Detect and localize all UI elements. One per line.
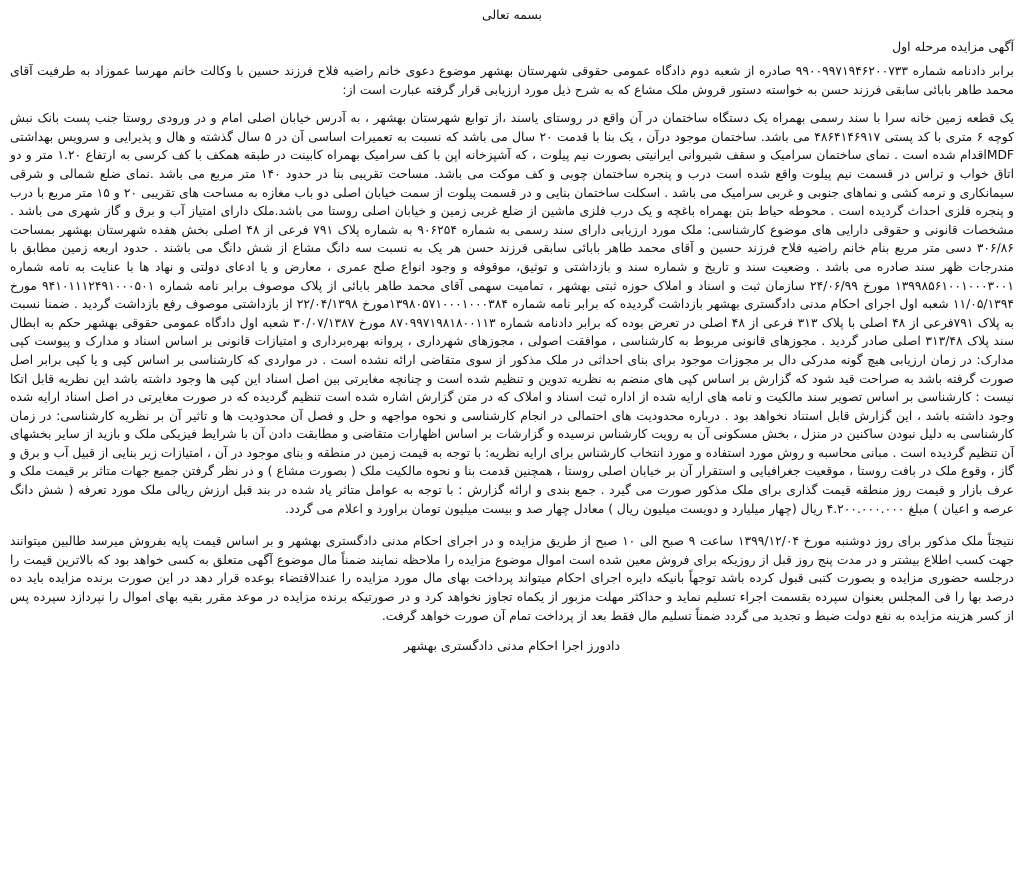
intro-paragraph: برابر دادنامه شماره ۹۹۰۰۹۹۷۱۹۴۶۲۰۰۷۳۳ صادره از شعبه دوم دادگاه عمومی حقوقی شهرستان بهشهر موضوع دعوی خانم راضیه فلاح فرزند حسین با وکالت خانم مهرسا عموزاد به طرفیت آقای محمد طاهر بابائی سابقی فرزند حسن به خواسته دستور فروش ملک مشاع که به شرح ذیل مورد ارزیابی قرار گرفته عبارت است از:: [10, 64, 1014, 97]
notice-title: آگهی مزایده مرحله اول: [892, 39, 1014, 54]
document-heading: بسمه تعالی: [481, 7, 543, 22]
auction-conditions-paragraph: نتیجتاً ملک مذکور برای روز دوشنبه مورخ ۱۳۹۹/۱۲/۰۴ ساعت ۹ صبح الی ۱۰ صبح از طریق مزایده و در اجرای احکام مدنی دادگستری بهشهر و بر اساس قیمت پایه بفروش میرسد طالبین میتوانند جهت کسب اطلاع بیشتر و در مدت پنج روز قبل از روزیکه برای فروش معین شده است اموال موضوع مزایده را ملاحظه نمایند ضمناً مال موضوع آگهی متعلق به کسی خواهد بود که بالاترین قیمت را درجلسه حضوری مزایده و بصورت کتبی قبول کرده باشد توجهاً بانیکه دایره اجرای احکام میتواند پرداخت بهای مال مورد مزایده را عندالاقتضاء بوعده قرار دهد در این صورت برنده مزایده باید ده درصد بها را فی المجلس بعنوان سپرده بقسمت اجراء تسلیم نماید و حداکثر مهلت مزبور از یکماه تجاوز نخواهد کرد و در صورتیکه برنده مزایده در موعد مقرر بقیه بهای اموال را نپردازد سپرده پس از کسر هزینه مزایده به نفع دولت ضبط و تجدید می گردد ضمناً تسلیم مال فقط بعد از پرداخت تمام آن صورت خواهد گرفت.: [10, 534, 1014, 623]
signature-line: دادورز اجرا احکام مدنی دادگستری بهشهر: [403, 638, 621, 654]
property-description-paragraph: یک قطعه زمین خانه سرا با سند رسمی بهمراه یک دستگاه ساختمان در آن واقع در روستای یاسند ،از توابع شهرستان بهشهر ، به آدرس خیابان اصلی امام و در ورودی روستا جنب پست بانک نبش کوچه ۶ متری با کد پستی ۴۸۶۴۱۴۶۹۱۷ می باشد. ساختمان موجود درآن ، یک بنا با قدمت ۲۰ سال می باشد که نسبت به تعمیرات اساسی آن در ۵ سال گذشته و هال و پذیرایی و سرویس بهداشتی MDFاقدام شده است . نمای ساختمان سرامیک و سقف شیروانی ایرانیتی بصورت نیم پیلوت ، که آشپزخانه اپن با کف سرامیک بهمراه کابینت در طبقه همکف با کف کرسی به ارتفاع ۱.۲۰ متر و دو اتاق خواب و تراس در قسمت نیم پیلوت واقع شده است درب و پنجره ساختمان چوبی و کف موکت می باشد. مساحت تقریبی بنا در حدود ۱۴۰ متر مربع می باشد .نمای ضلع شمالی و شرقی سیمانکاری و نرمه کشی و نماهای جنوبی و غربی سرامیک می باشد . اسکلت ساختمان بنایی و در قسمت پیلوت از سمت خیابان اصلی دو باب مغازه به مساحت های تقریبی ۲۰ و ۱۵ متر مربع با درب و پنجره فلزی احداث گردیده است . محوطه حیاط بتن بهمراه باغچه و یک درب فلزی ماشین از ضلع غربی زمین و خیابان اصلی روستا می باشد.ملک دارای امتیاز آب و برق و گاز شهری می باشد . مشخصات قانونی و حقوقی دارایی های موضوع کارشناسی: ملک مورد ارزیابی دارای سند رسمی به شماره ۹۰۶۲۵۴ به شماره پلاک ۷۹۱ فرعی از ۴۸ اصلی بخش هفده شهرستان بهشهر بمساحت ۳۰۶/۸۶ دسی متر مربع بنام خانم راضیه فلاح فرزند حسین و آقای محمد طاهر بابائی سابقی فرزند حسن هر یک به نسبت سه دانگ مشاع از شش دانگ می باشند . حدود اربعه زمین مطابق با مندرجات ظهر سند صادره می باشد . وضعیت سند و تاریخ و شماره سند و بازداشتی و توثیق، موقوفه و وجود انواع صلح عمری ، معارض و یا ادعای دولتی و نهاد ها با عنایت به نامه شماره ۱۳۹۹۸۵۶۱۰۰۱۰۰۰۳۰۰۱ مورخ ۲۴/۰۶/۹۹ سازمان ثبت و اسناد و املاک حوزه ثبتی بهشهر ، تمامیت سهمی آقای محمد طاهر بابائی از پلاک موصوف برابر نامه شماره ۹۴۱۰۱۱۱۲۴۹۱۰۰۰۵۰۱ مورخ ۱۱/۰۵/۱۳۹۴ شعبه اول اجرای احکام مدنی دادگستری بهشهر بازداشت گردیده که برابر نامه شماره ۱۳۹۸۰۵۷۱۰۰۰۱۰۰۰۳۸۴مورخ ۲۲/۰۴/۱۳۹۸ از بازداشتی موصوف رفع بازداشت گردید . ضمنا نسبت به پلاک ۷۹۱فرعی از ۴۸ اصلی با پلاک ۳۱۳ فرعی از ۴۸ اصلی در تعرض بوده که برابر دادنامه شماره ۸۷۰۹۹۷۱۹۸۱۸۰۰۱۱۳ مورخ ۳۰/۰۷/۱۳۸۷ شعبه اول دادگاه عمومی حقوقی بهشهر حکم به ابطال سند پلاک ۳۱۳/۴۸ اصلی صادر گردید . مجوزهای قانونی مربوط به کارشناسی ، موافقت اصولی ، مجوزهای شهرداری ، پروانه بهره‌برداری و امتیازات قانونی بر اساس اسناد و مدارک و پیوست کپی مدارک: در زمان ارزیابی هیچ گونه مدرکی دال بر مجوزات موجود برای بنای احداثی در ملک مذکور از سوی متقاضی ارائه نشده است . در مواردی که کارشناسی بر اساس کپی و یا کپی برابر اصل صورت گرفته باشد به صراحت قید شود که گزارش بر اساس کپی های منضم به نظریه تدوین و تنظیم شده است و چنانچه مغایرتی بین اصل اسناد این کپی ها وجود داشته باشد این نظریه قابل اتکا نیست : کارشناسی بر اساس تصویر سند مالکیت و نامه های ارایه شده از اداره ثبت اسناد و املاک که در متن گزارش اشاره شده است تنظیم گردیده که در صورت مغایرتی در اصل اسناد ارایه شده وجود داشته باشد ، این گزارش قابل استناد نخواهد بود . درباره محدودیت های احتمالی در انجام کارشناسی و نحوه مواجهه و حل و فصل آن محدودیت ها و تاثیر آن بر نظریه کارشناسی: در زمان کارشناسی به دلیل نبودن ساکنین در منزل ، بخش مسکونی آن به رویت کارشناس نرسیده و گزارشات بر اساس اظهارات متقاضی و مطابقت دادن آن با شرایط فیزیکی ملک و بازید از سایر بخشهای آن تنظیم گردیده است . مبانی محاسبه و روش مورد استفاده و مورد انتخاب کارشناس برای ارایه نظریه: با توجه به قیمت زمین در منطقه و بنای موجود در آن ، امتیازات زیر بنایی از قبیل آب و برق و گاز ، وقوع ملک در بافت روستا ، موقعیت جغرافیایی و استقرار آن بر خیابان اصلی روستا ، همچنین قدمت بنا و نحوه مالکیت ملک ( بصورت مشاع ) و در نظر گرفتن جمیع جهات متاثر بر قیمت ملک و عرف بازار و قیمت روز منطقه قیمت گذاری برای ملک مذکور صورت می گیرد . جمع بندی و ارائه گزارش : با توجه به عوامل متاثر یاد شده در بند قبل ارزش ریالی ملک مورد تعرفه ( شش دانگ عرصه و اعیان ) مبلغ ۴.۲۰۰.۰۰۰.۰۰۰ ریال (چهار میلیارد و دویست میلیون ریال ) معادل چهار صد و بیست میلیون تومان براورد و اعلام می گردد.: [10, 111, 1015, 516]
